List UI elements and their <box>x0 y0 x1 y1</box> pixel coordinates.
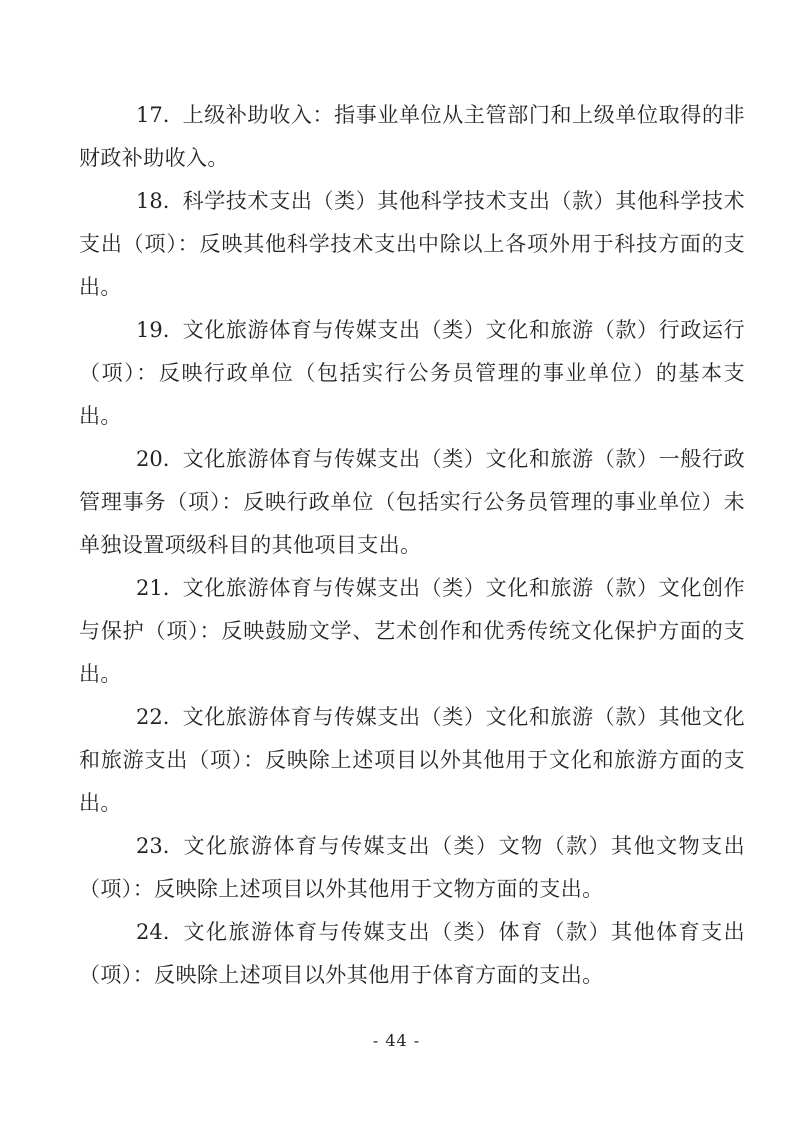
paragraph-number: 18. <box>136 189 170 213</box>
paragraph <box>79 825 745 911</box>
paragraph <box>79 567 745 696</box>
paragraph <box>79 696 745 825</box>
paragraph <box>79 438 745 567</box>
document-page-body <box>79 94 745 997</box>
paragraph-number: 19. <box>136 318 170 342</box>
paragraph-number: 20. <box>136 447 170 471</box>
paragraph-text: 文化旅游体育与传媒支出（类）体育（款）其他体育支出（项）：反映除上述项目以外其他用于体育方面的支出。 <box>79 920 745 987</box>
paragraph-number: 21. <box>136 576 170 600</box>
paragraph-text: 科学技术支出（类）其他科学技术支出（款）其他科学技术支出（项）：反映其他科学技术支出中除以上各项外用于科技方面的支出。 <box>79 189 745 299</box>
paragraph <box>79 309 745 438</box>
paragraph <box>79 94 745 180</box>
paragraph <box>79 180 745 309</box>
paragraph-number: 22. <box>136 705 170 729</box>
paragraph-text: 文化旅游体育与传媒支出（类）文化和旅游（款）一般行政管理事务（项）：反映行政单位（包括实行公务员管理的事业单位）未单独设置项级科目的其他项目支出。 <box>79 447 745 557</box>
paragraph-text: 文化旅游体育与传媒支出（类）文化和旅游（款）其他文化和旅游支出（项）：反映除上述项目以外其他用于文化和旅游方面的支出。 <box>79 705 745 815</box>
page-number: - 44 - <box>372 1031 421 1050</box>
paragraph-text: 文化旅游体育与传媒支出（类）文化和旅游（款）行政运行（项）：反映行政单位（包括实行公务员管理的事业单位）的基本支出。 <box>79 318 745 428</box>
paragraph-number: 23. <box>136 834 170 858</box>
paragraph-text: 文化旅游体育与传媒支出（类）文化和旅游（款）文化创作与保护（项）：反映鼓励文学、艺术创作和优秀传统文化保护方面的支出。 <box>79 576 745 686</box>
paragraph-text: 上级补助收入：指事业单位从主管部门和上级单位取得的非财政补助收入。 <box>79 103 745 170</box>
paragraph-number: 17. <box>136 103 170 127</box>
paragraph-number: 24. <box>136 920 170 944</box>
paragraph <box>79 911 745 997</box>
paragraph-text: 文化旅游体育与传媒支出（类）文物（款）其他文物支出（项）：反映除上述项目以外其他用于文物方面的支出。 <box>79 834 745 901</box>
